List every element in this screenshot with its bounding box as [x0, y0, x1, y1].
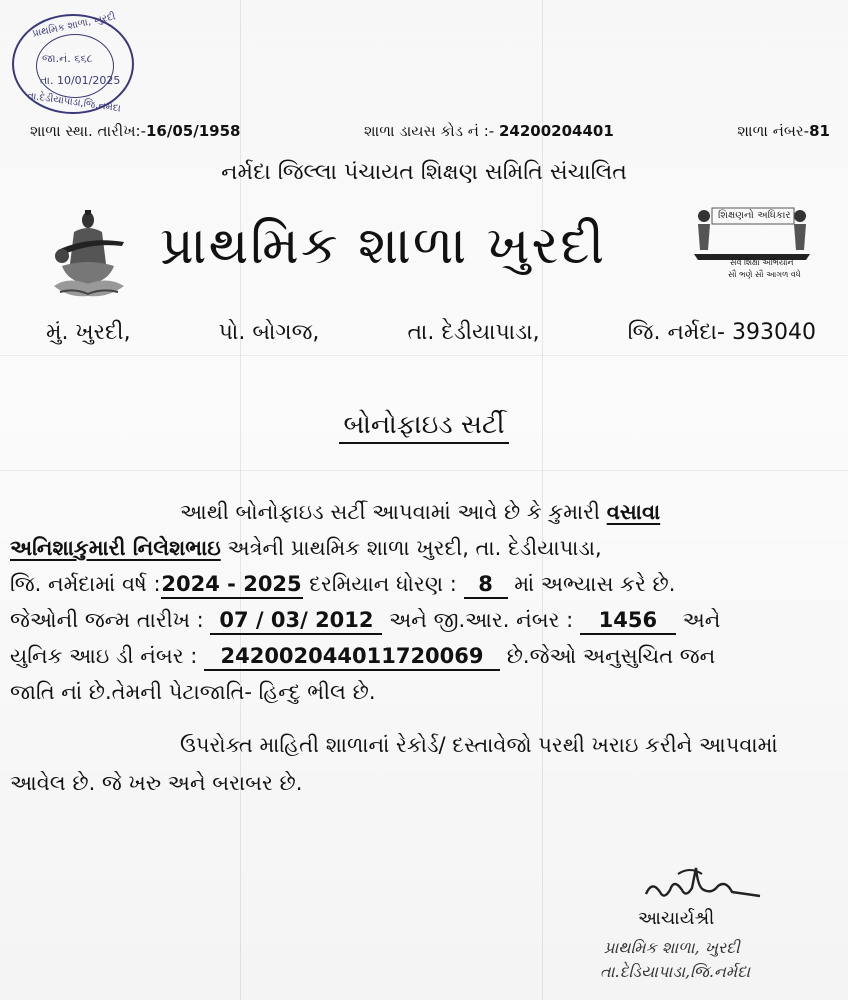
dise-info [364, 122, 614, 140]
standard-label: દરમિયાન ધોરણ : [309, 572, 457, 596]
gr-suffix: અને [682, 608, 721, 632]
signatory-stamp-line-1: પ્રાથમિક શાળા, ખુરદી [604, 938, 740, 957]
dob-label: જેઓની જન્મ તારીખ : [10, 608, 204, 632]
academic-year: 2024 - 2025 [161, 571, 303, 599]
certificate-body [10, 494, 826, 710]
rte-emblem-label: શિક્ષણનો અધિકાર [718, 210, 791, 221]
stamp-ring-top: પ્રાથમિક શાળા, ખુરદી [31, 11, 117, 40]
school-name-heading: પ્રાથમિક શાળા ખુરદી [160, 216, 607, 276]
signatory-stamp-line-2: તા.દેડિયાપાડા,જિ.નર્મદા [600, 962, 750, 981]
address-taluka: તા. દેડીયાપાડા, [407, 320, 540, 345]
unique-id: 242002044011720069 [204, 643, 500, 671]
student-name: અનિશાકુમારી નિલેશભાઇ [10, 536, 221, 560]
certificate-declaration [10, 726, 826, 802]
stamp-date: તા. 10/01/2025 [40, 74, 121, 87]
body-line-4 [10, 602, 826, 638]
principal-signature [642, 860, 762, 910]
academic-year-label: જિ. નર્મદામાં વર્ષ : [10, 572, 161, 596]
established-label: શાળા સ્થા. તારીખ:- [30, 122, 146, 140]
school-number: 81 [809, 122, 830, 140]
stamp-inner-ring [36, 34, 114, 98]
body-line-6: જાતિ નાં છે.તેમની પેટાજાતિ- હિન્દુ ભીલ છે. [10, 680, 376, 704]
school-meta-line [30, 122, 830, 140]
rte-emblem-slogan-1: સર્વ શિક્ષા અભિયાન [730, 258, 794, 267]
address-district-label: જિ. નર્મદા- [627, 320, 725, 345]
declaration-line-1: ઉપરોક્ત માહિતી શાળાનાં રેકોર્ડ/ દસ્તાવેજો પરથી ખરાઇ [180, 733, 639, 757]
gr-number-label: અને જી.આર. નંબર : [389, 608, 574, 632]
principal-designation: આચાર્યશ્રી [638, 908, 715, 929]
stamp-inward-no: જા.નં. ૬૬૮ [42, 52, 93, 65]
date-of-birth: 07 / 03/ 2012 [210, 607, 382, 635]
management-subtitle: નર્મદા જિલ્લા પંચાયત શિક્ષણ સમિતિ સંચાલિત [221, 160, 627, 185]
established-date: 16/05/1958 [146, 122, 241, 140]
address-village: મું. ખુરદી, [46, 320, 131, 345]
paper-fold-line [0, 355, 848, 356]
unique-id-label: યુનિક આઇ ડી નંબર : [10, 644, 198, 668]
certificate-title [0, 410, 848, 441]
rte-emblem-slogan-2: સૌ ભણે સૌ આગળ વધે [728, 270, 801, 279]
declaration-line-2: કરીને આપવામાં આવેલ છે. જે ખરુ અને બરાબર છે. [10, 733, 778, 795]
school-address [46, 320, 816, 345]
established-info [30, 122, 240, 140]
body-line-3 [10, 566, 826, 602]
rte-emblem [690, 206, 814, 294]
school-number-info [737, 122, 830, 140]
school-reference-text: અત્રેની પ્રાથમિક શાળા ખુરદી, તા. દેડીયાપાડા, [227, 536, 602, 560]
dise-label: શાળા ડાયસ કોડ નં :- [363, 122, 495, 140]
certificate-title-text: બોનોફાઇડ સર્ટી [339, 410, 508, 444]
school-number-label: શાળા નંબર- [737, 122, 810, 140]
saraswati-icon [48, 206, 130, 302]
standard-value: 8 [464, 571, 508, 599]
unique-id-suffix: છે.જેઓ અનુસુચિત જન [506, 644, 716, 668]
address-pin: 393040 [732, 320, 816, 345]
standard-suffix: માં અભ્યાસ કરે છે. [514, 572, 676, 596]
body-line-5 [10, 638, 826, 674]
intro-text: આથી બોનોફાઇડ સર્ટી આપવામાં આવે છે કે કુમારી [180, 500, 601, 524]
address-district [628, 320, 816, 345]
body-line-1 [10, 494, 826, 530]
body-line-2 [10, 530, 826, 566]
gr-number: 1456 [580, 607, 676, 635]
student-surname: વસાવા [606, 500, 661, 524]
school-round-stamp [12, 11, 134, 115]
dise-code: 24200204401 [499, 122, 614, 140]
paper-fold-line [0, 470, 848, 471]
stamp-ring-bottom: તા.દેડીયાપાડા,જિ.નર્મદા [26, 90, 122, 115]
address-post: પો. બોગજ, [218, 320, 320, 345]
